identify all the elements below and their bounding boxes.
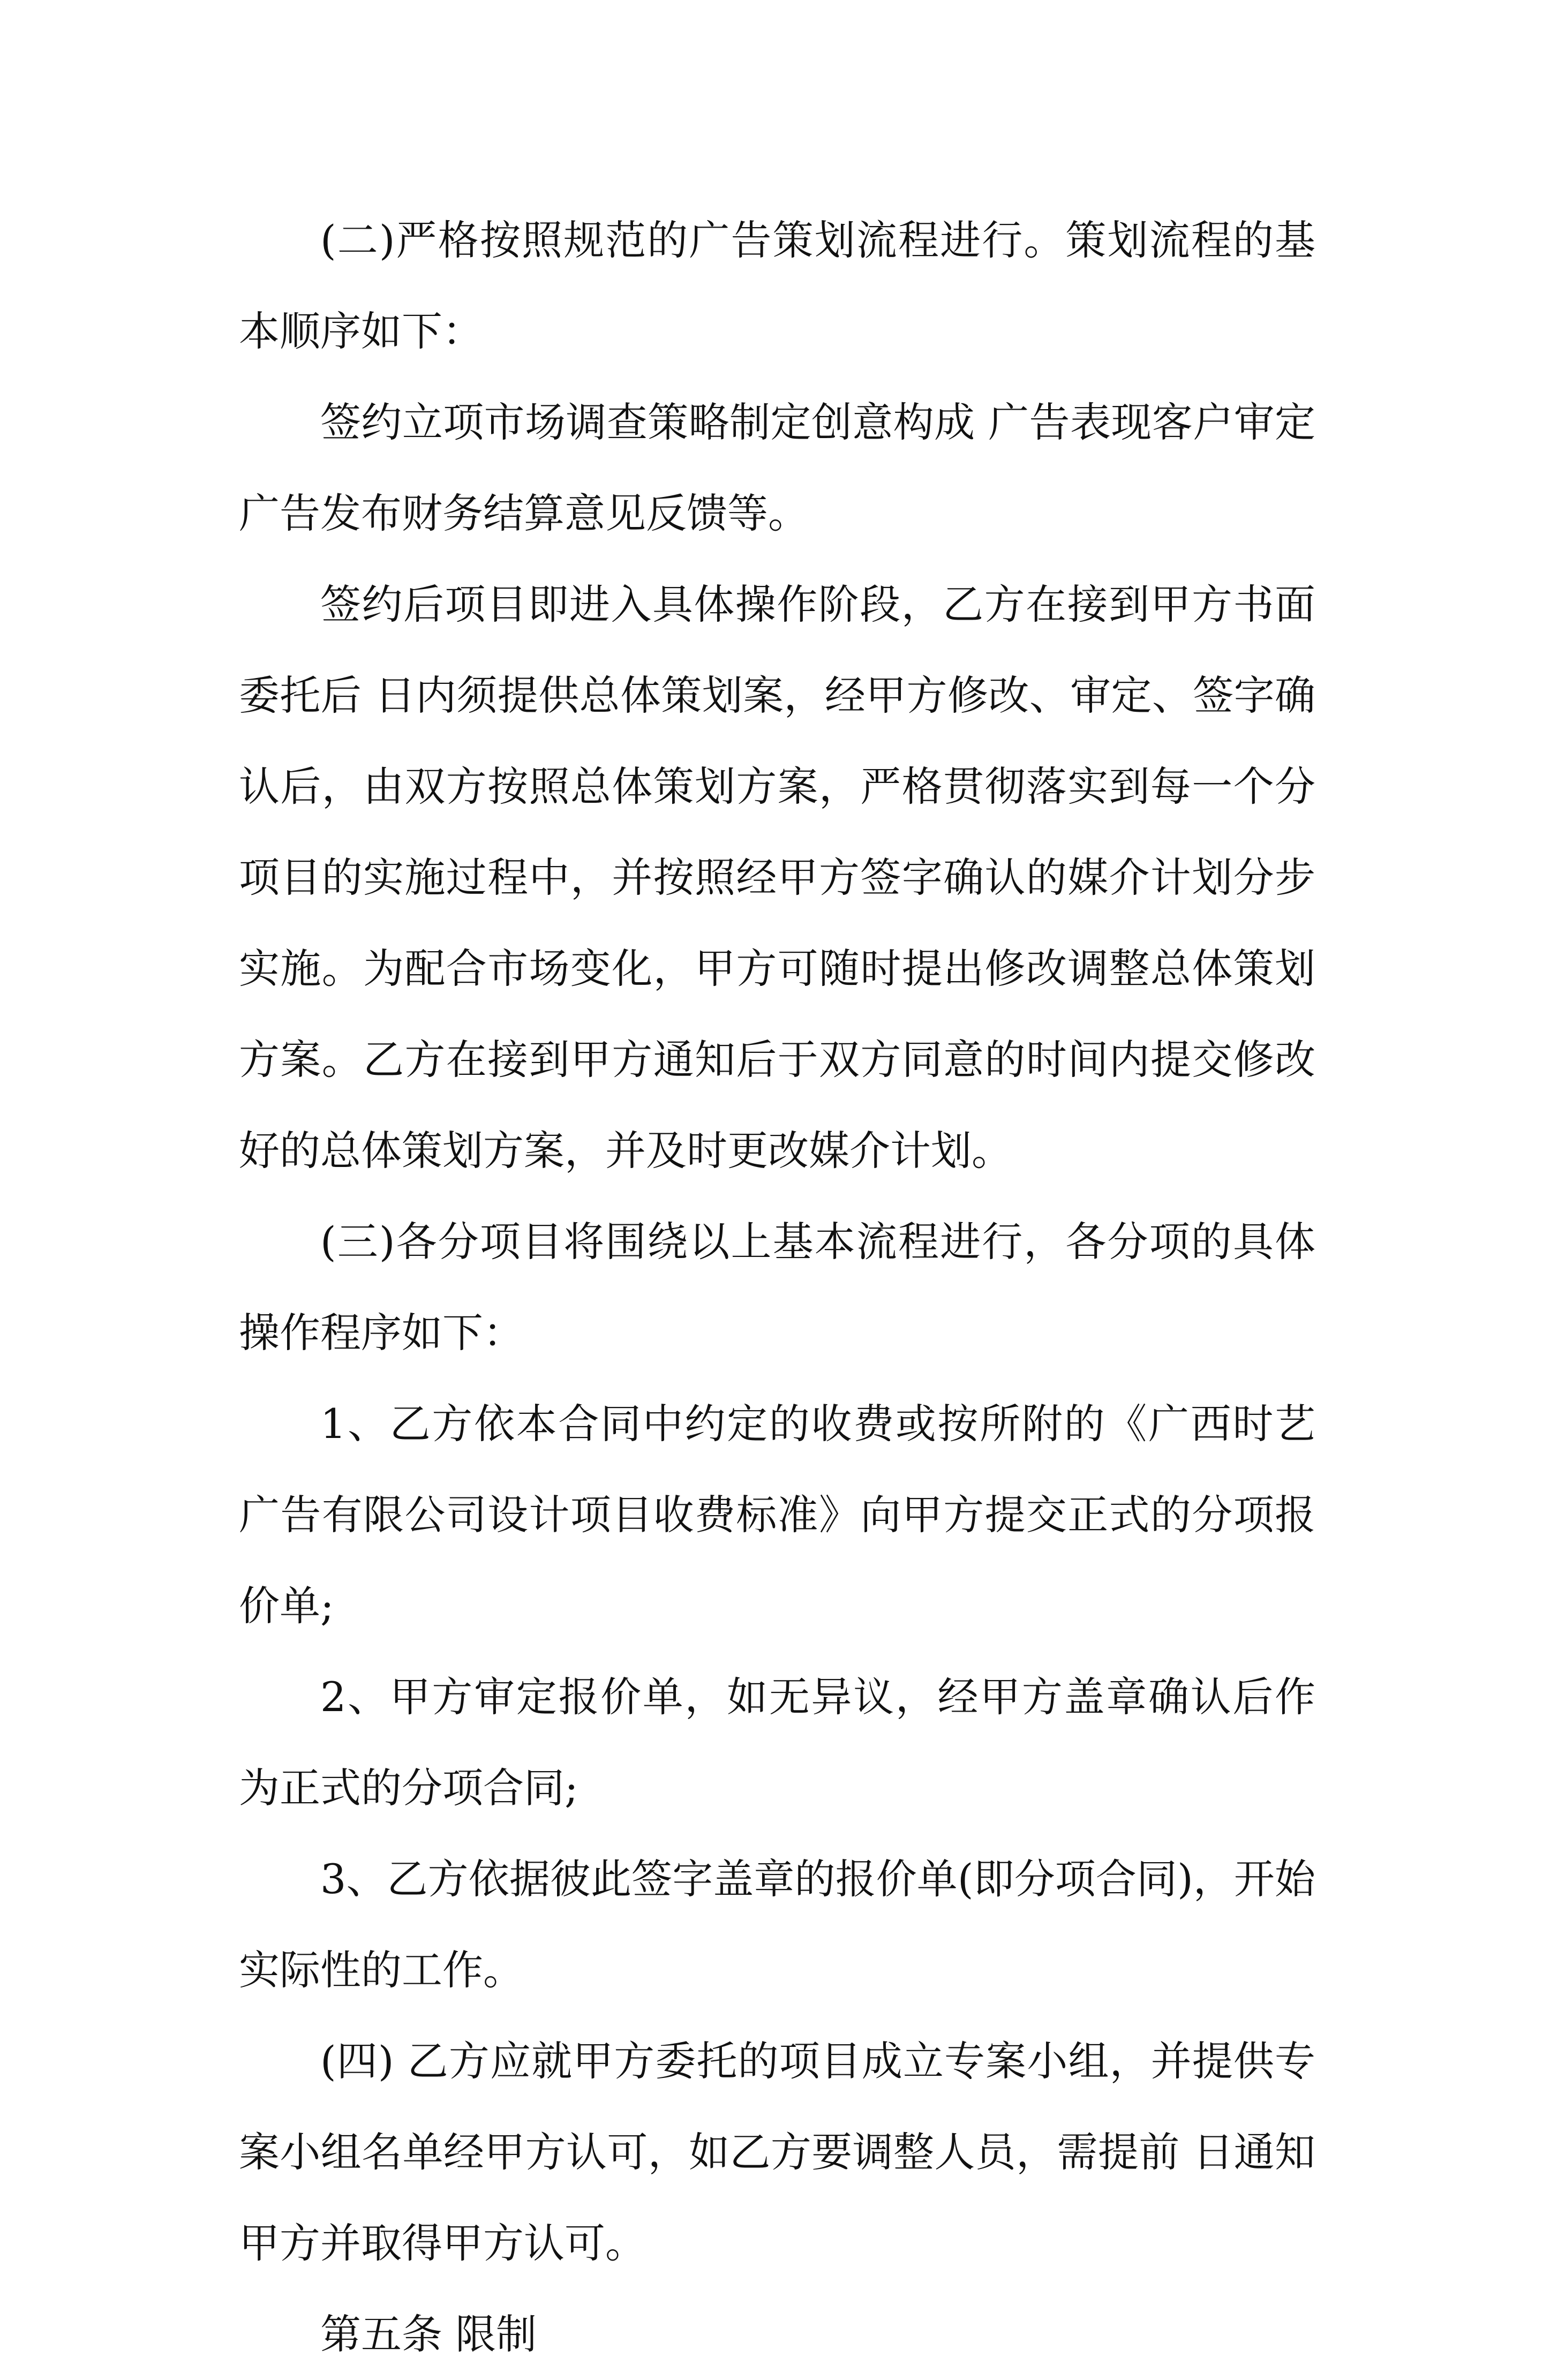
paragraph-item-1: 1、乙方依本合同中约定的收费或按所附的《广西时艺广告有限公司设计项目收费标准》向甲方提交正式的分项报价单; [239,1400,1315,1630]
paragraph-planning-process: (二)严格按照规范的广告策划流程进行。策划流程的基本顺序如下： [239,216,1315,355]
paragraph-item-3: 3、乙方依据彼此签字盖章的报价单(即分项合同)，开始实际性的工作。 [239,1855,1315,1994]
paragraph-item-2: 2、甲方审定报价单，如无异议，经甲方盖章确认后作为正式的分项合同; [239,1673,1315,1812]
paragraph-process-steps: 签约立项市场调查策略制定创意构成 广告表现客户审定 广告发布财务结算意见反馈等。 [239,398,1315,537]
paragraph-after-signing: 签约后项目即进入具体操作阶段，乙方在接到甲方书面委托后 日内须提供总体策划案，经甲方修改、审定、签字确认后，由双方按照总体策划方案，严格贯彻落实到每一个分项目的实施过程中，并按照经甲方签字确认的媒介计划分步实施。为配合市场变化，甲方可随时提出修改调整总体策划方案。乙方在接到甲方通知后于双方同意的时间内提交修改好的总体策划方案，并及时更改媒介计划。 [239,581,1315,1174]
section-heading-article-5: 第五条 限制 [320,2310,537,2358]
document-body [239,195,1315,2380]
paragraph-sub-projects: (三)各分项目将围绕以上基本流程进行，各分项的具体操作程序如下： [239,1218,1315,1357]
paragraph-project-team: (四) 乙方应就甲方委托的项目成立专案小组，并提供专案小组名单经甲方认可，如乙方要调整人员，需提前 日通知甲方并取得甲方认可。 [239,2037,1315,2267]
